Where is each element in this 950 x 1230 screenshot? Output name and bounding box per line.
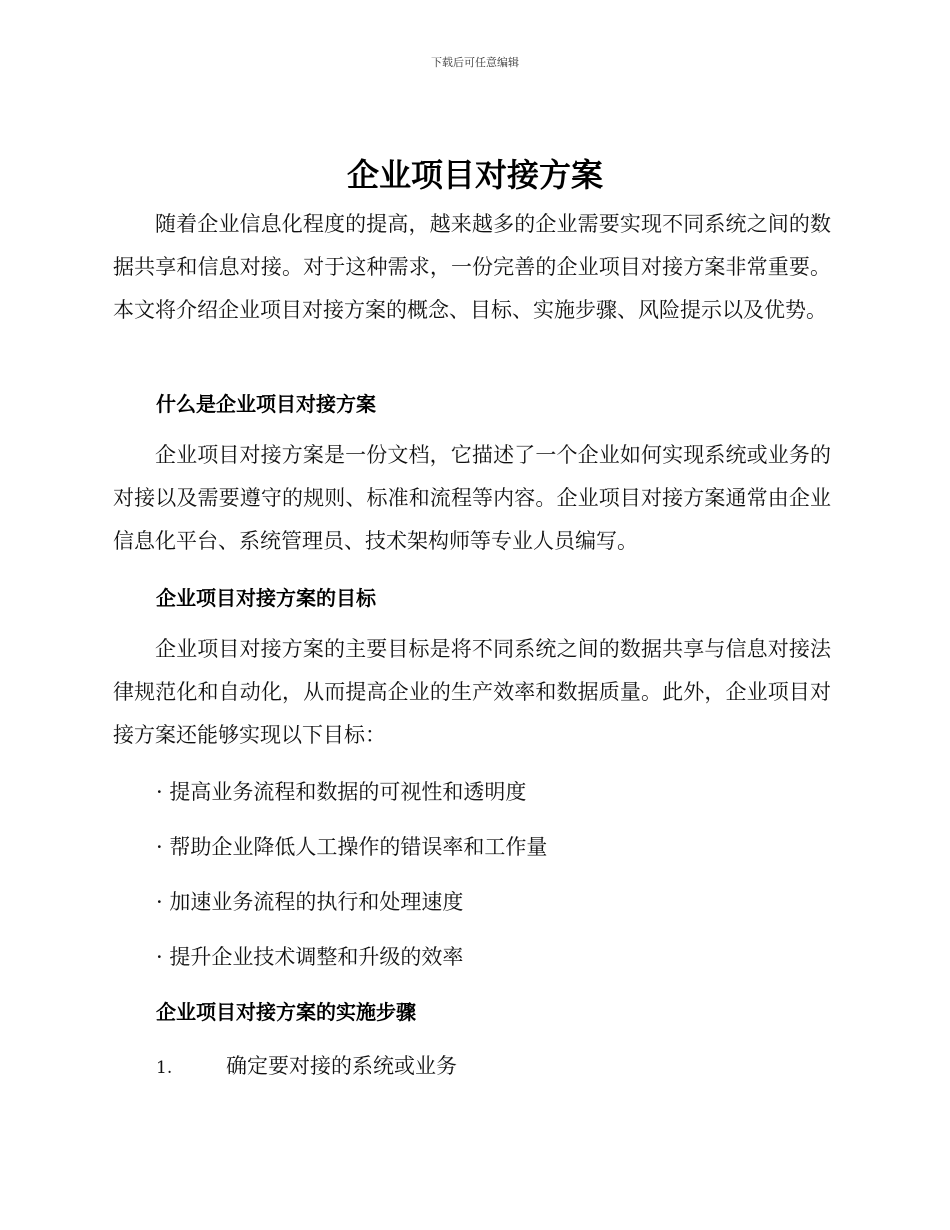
- goal-bullet-item: · 提高业务流程和数据的可视性和透明度: [156, 780, 527, 804]
- section-what-is-paragraph: 企业项目对接方案是一份文档，它描述了一个企业如何实现系统或业务的对接以及需要遵守的规则、标准和流程等内容。企业项目对接方案通常由企业信息化平台、系统管理员、技术架构师等专业人员编写。: [113, 443, 831, 553]
- goal-bullet-item: · 加速业务流程的执行和处理速度: [156, 890, 464, 914]
- step-list-item: [156, 1050, 457, 1080]
- intro-paragraph: 随着企业信息化程度的提高，越来越多的企业需要实现不同系统之间的数据共享和信息对接。对于这种需求，一份完善的企业项目对接方案非常重要。本文将介绍企业项目对接方案的概念、目标、实施步骤、风险提示以及优势。: [113, 212, 831, 322]
- goal-bullet-item: · 提升企业技术调整和升级的效率: [156, 945, 464, 969]
- section-heading-goals: 企业项目对接方案的目标: [156, 586, 376, 610]
- header-note: 下载后可任意编辑: [431, 56, 519, 69]
- page-title: 企业项目对接方案: [346, 156, 603, 194]
- step-text: 确定要对接的系统或业务: [226, 1054, 457, 1078]
- goal-bullet-item: · 帮助企业降低人工操作的错误率和工作量: [156, 835, 548, 859]
- step-number: 1.: [156, 1058, 173, 1078]
- section-heading-steps: 企业项目对接方案的实施步骤: [156, 1000, 416, 1024]
- section-goals-paragraph: 企业项目对接方案的主要目标是将不同系统之间的数据共享与信息对接法律规范化和自动化，从而提高企业的生产效率和数据质量。此外，企业项目对接方案还能够实现以下目标：: [113, 637, 831, 747]
- section-heading-what-is: 什么是企业项目对接方案: [156, 392, 376, 416]
